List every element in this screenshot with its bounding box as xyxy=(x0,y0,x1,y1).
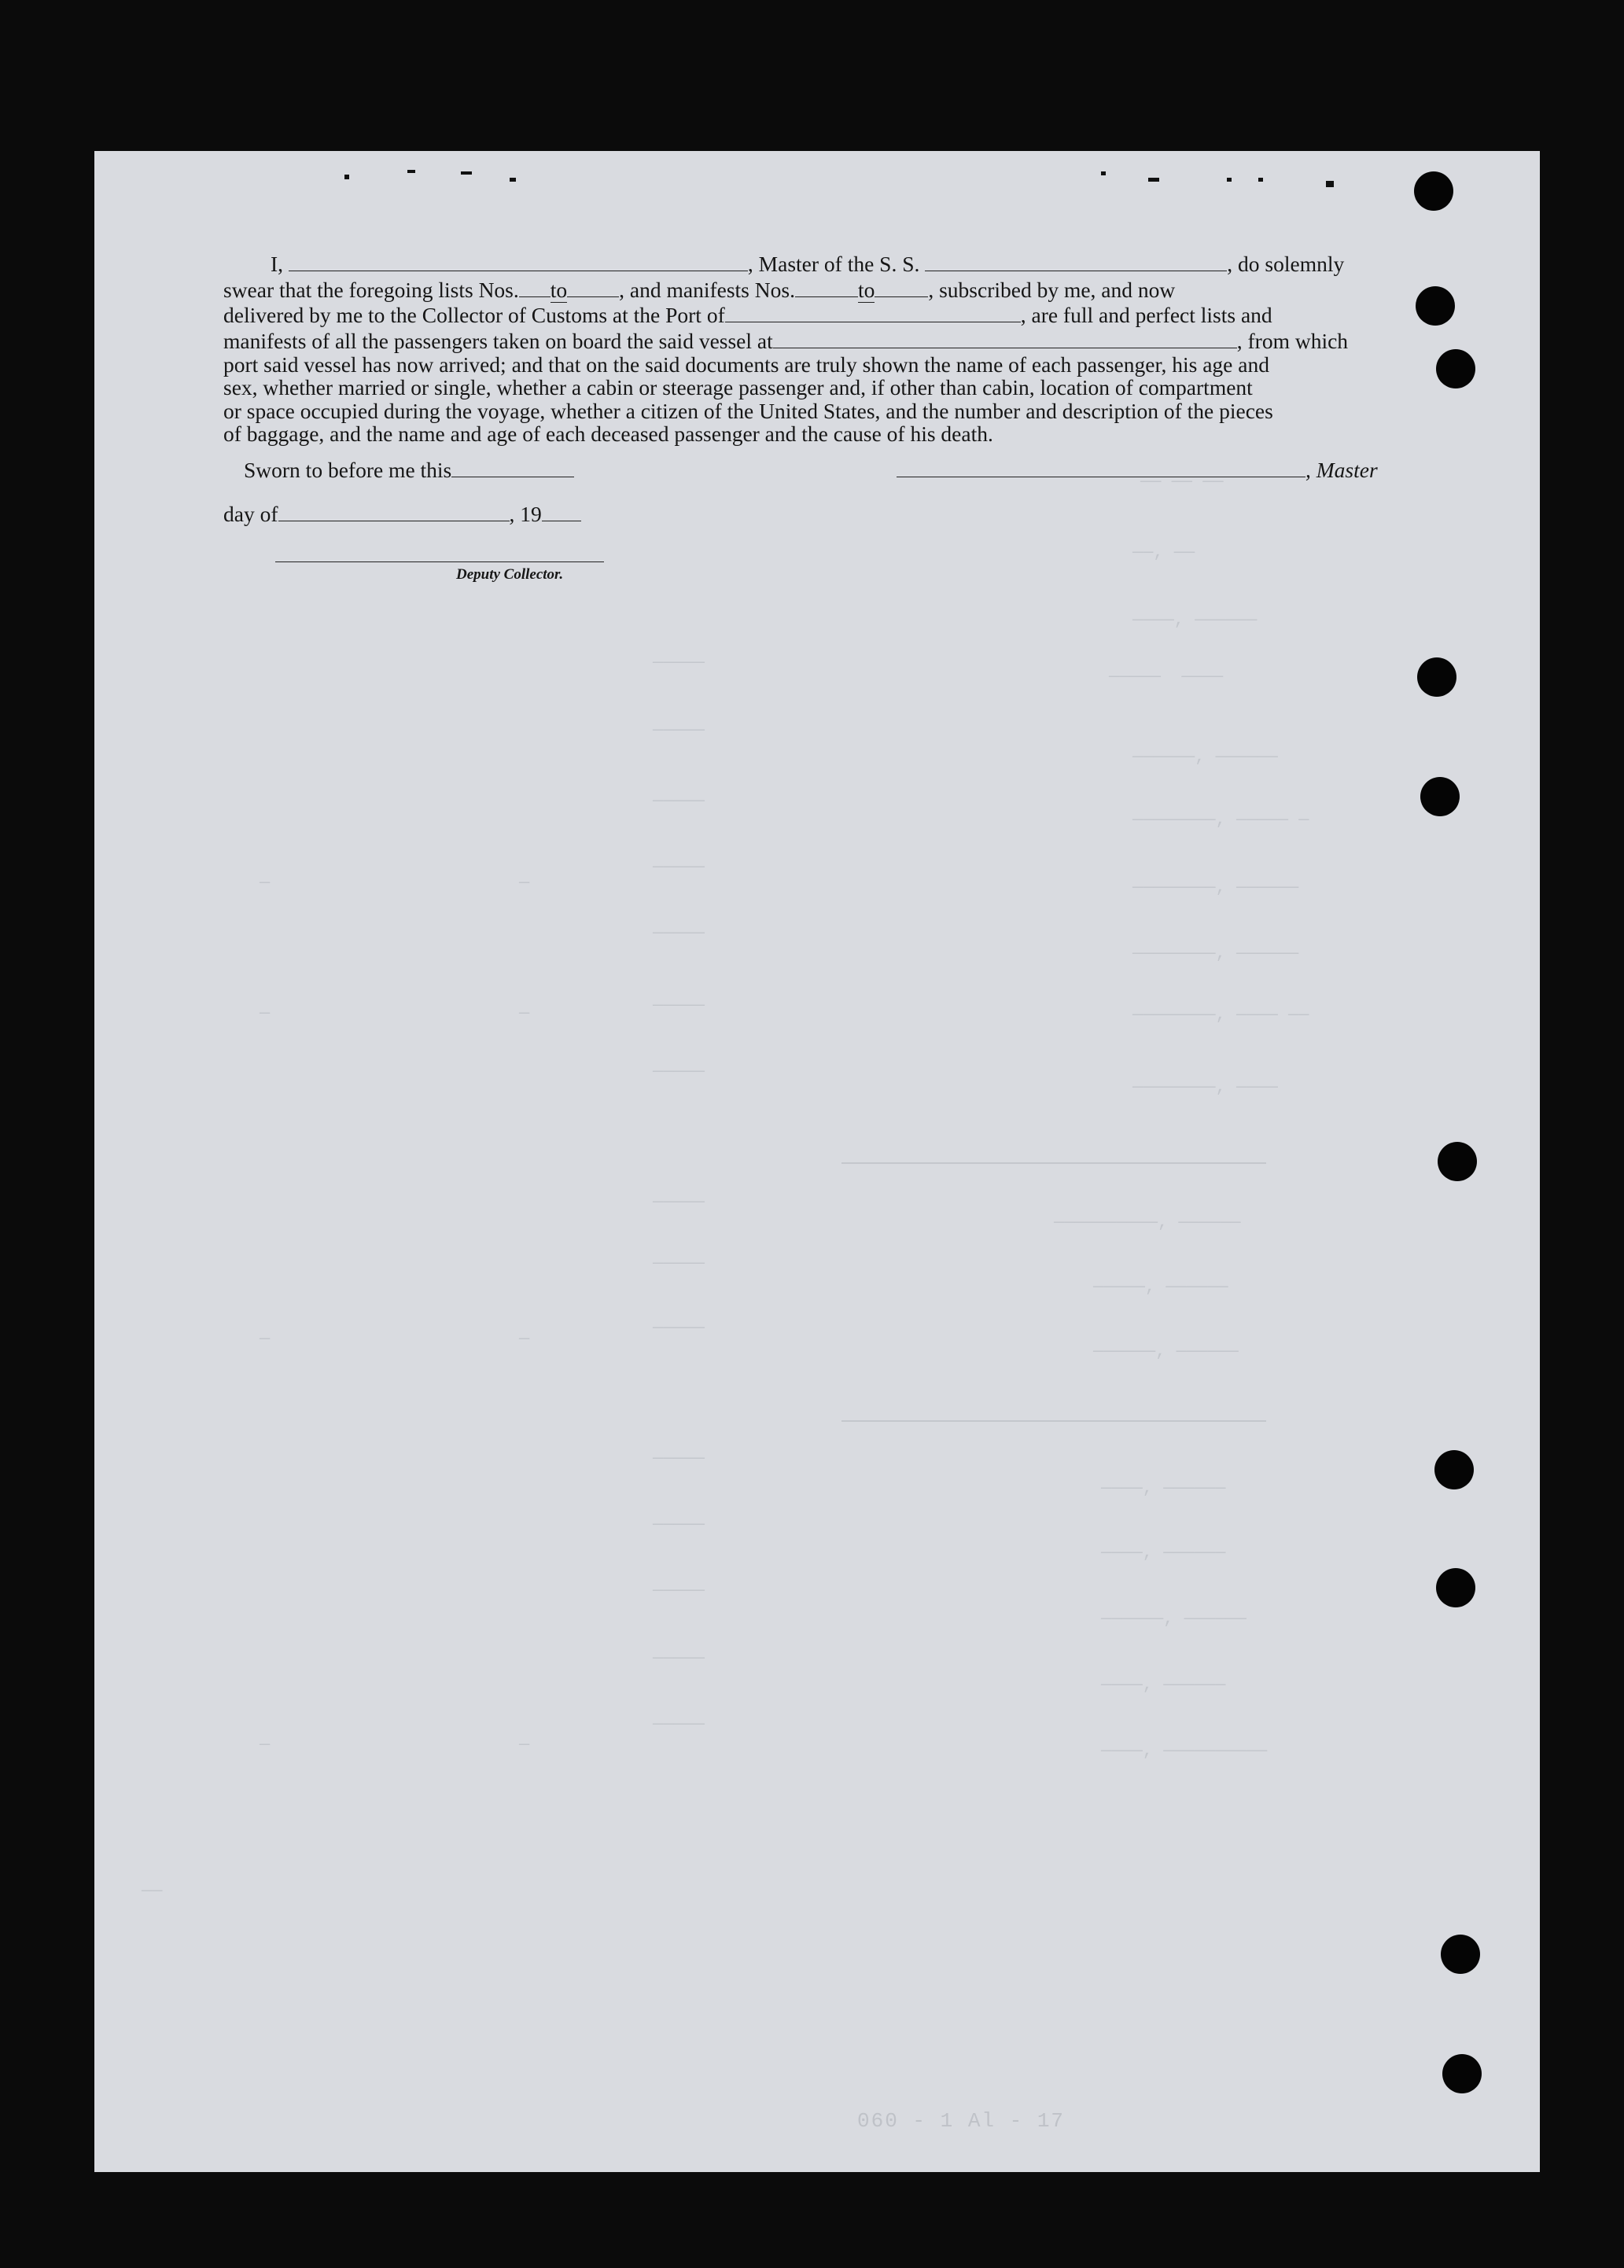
punch-hole xyxy=(1441,1935,1480,1974)
port-field[interactable] xyxy=(725,301,1021,322)
punch-hole xyxy=(1436,1568,1475,1607)
oath-text: , subscribed by me, and now xyxy=(928,277,1176,302)
year-field[interactable] xyxy=(542,500,581,521)
list-from-field[interactable] xyxy=(519,276,551,297)
day-of-line xyxy=(223,500,581,527)
year-label: , 19 xyxy=(509,502,542,527)
manifest-from-field[interactable] xyxy=(795,276,858,297)
ink-speck xyxy=(1326,181,1334,187)
ink-speck xyxy=(1148,178,1159,182)
punch-hole xyxy=(1417,657,1456,697)
sworn-day-field[interactable] xyxy=(451,456,574,477)
manifest-to-field[interactable] xyxy=(875,276,928,297)
master-signature-line xyxy=(897,456,1378,483)
master-signature-field[interactable] xyxy=(897,456,1305,477)
ink-speck xyxy=(1227,178,1232,182)
day-of-label: day of xyxy=(223,502,278,527)
oath-text: to xyxy=(550,277,568,302)
ink-speck xyxy=(1101,171,1106,175)
punch-hole xyxy=(1436,349,1475,388)
ink-speck xyxy=(1258,178,1263,182)
manifest-page xyxy=(94,151,1540,2172)
ink-speck xyxy=(510,178,516,182)
deputy-signature-field[interactable] xyxy=(275,561,604,562)
oath-text: , from which xyxy=(1236,329,1349,353)
punch-hole xyxy=(1438,1142,1477,1181)
sworn-label: Sworn to before me this xyxy=(244,458,452,483)
oath-text: , are full and perfect lists and xyxy=(1020,303,1272,328)
oath-text: , and manifests Nos. xyxy=(619,277,795,302)
oath-text: manifests of all the passengers taken on board the said vessel at xyxy=(223,329,773,353)
sworn-line xyxy=(244,456,574,483)
ink-speck xyxy=(407,170,415,173)
oath-text: swear that the foregoing lists Nos. xyxy=(223,277,519,302)
oath-text: to xyxy=(857,277,875,302)
oath-line-2 xyxy=(223,276,1383,302)
oath-text: , do solemnly xyxy=(1227,252,1345,277)
oath-text: delivered by me to the Collector of Customs at the Port of xyxy=(223,303,725,328)
master-label: , Master xyxy=(1305,458,1378,483)
departure-port-field[interactable] xyxy=(773,327,1237,348)
oath-line-8: of baggage, and the name and age of each deceased passenger and the cause of his death. xyxy=(223,422,993,446)
bleed-through-footer: 060 - 1 Al - 17 xyxy=(857,2109,1066,2133)
deputy-collector-label: Deputy Collector. xyxy=(456,566,564,583)
ink-speck xyxy=(461,171,472,175)
punch-hole xyxy=(1414,171,1453,211)
oath-line-6: sex, whether married or single, whether a cabin or steerage passenger and, if other than cabin, location of compartment xyxy=(223,375,1253,399)
oath-line-5: port said vessel has now arrived; and that on the said documents are truly shown the name of each passenger, his age and xyxy=(223,352,1269,377)
oath-line-3 xyxy=(223,301,1383,327)
oath-paragraph xyxy=(223,250,1383,446)
oath-line-1 xyxy=(223,250,1383,276)
oath-text: , Master of the S. S. xyxy=(747,252,920,277)
oath-line-4 xyxy=(223,327,1383,353)
oath-text: I, xyxy=(271,252,284,277)
month-field[interactable] xyxy=(278,500,510,521)
oath-line-7: or space occupied during the voyage, whether a citizen of the United States, and the number and description of the pieces xyxy=(223,398,1273,423)
punch-hole xyxy=(1420,777,1460,816)
punch-hole xyxy=(1416,286,1455,326)
punch-hole xyxy=(1442,2054,1482,2093)
ink-speck xyxy=(344,175,349,179)
vessel-field[interactable] xyxy=(925,250,1227,271)
punch-hole xyxy=(1434,1450,1474,1489)
list-to-field[interactable] xyxy=(567,276,619,297)
name-field[interactable] xyxy=(289,250,748,271)
